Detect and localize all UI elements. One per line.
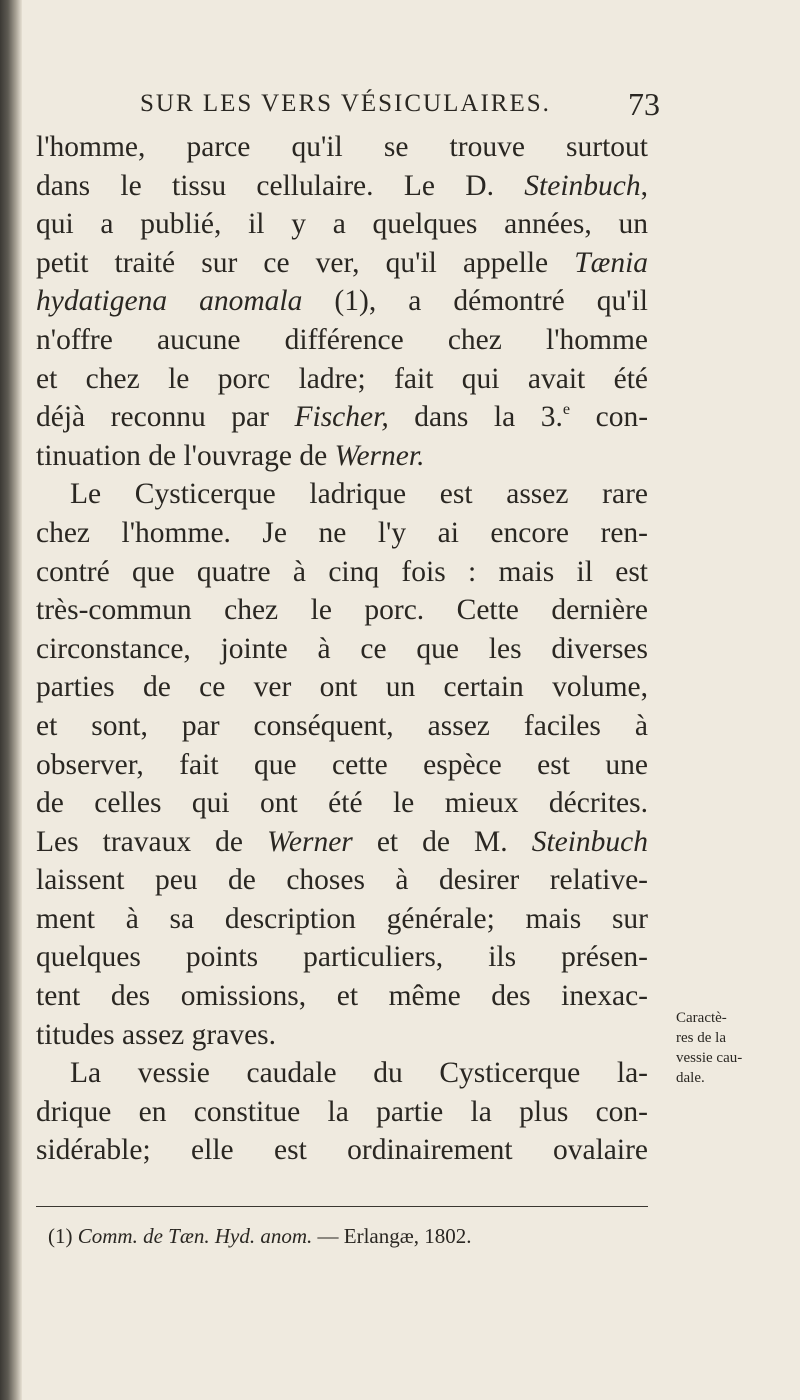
body-text (36, 128, 648, 1170)
running-header (140, 86, 660, 126)
text-line: Les travaux de Werner et de M. Steinbuch (36, 825, 649, 858)
text-line: titudes assez graves. (36, 1018, 277, 1051)
text-line: parties de ce ver ont un certain volume, (36, 671, 648, 704)
text-line: et sont, par conséquent, assez faciles à (36, 709, 648, 742)
text-line: de celles qui ont été le mieux décrites. (36, 787, 648, 820)
text-line: chez l'homme. Je ne l'y ai encore ren- (36, 516, 648, 549)
running-title: SUR LES VERS VÉSICULAIRES. (140, 90, 551, 117)
text-line: observer, fait que cette espèce est une (36, 748, 648, 781)
text-line: très-commun chez le porc. Cette dernière (36, 594, 648, 627)
text-line: déjà reconnu par Fischer, dans la 3.$^e$ con- (36, 400, 649, 434)
text-line: drique en constitue la partie la plus con- (36, 1095, 648, 1128)
text-line: contré que quatre à cinq fois : mais il est (36, 555, 648, 588)
text-line: tinuation de l'ouvrage de Werner. (36, 439, 425, 472)
footnote-citation: Comm. de Tæn. Hyd. anom. (77, 1224, 313, 1248)
text-line: dans le tissu cellulaire. Le D. Steinbuch, (36, 169, 649, 202)
footnote-rule (36, 1206, 648, 1207)
footnote (48, 1222, 648, 1250)
text-line: Le Cysticerque ladrique est assez rare (70, 478, 648, 511)
text-line: La vessie caudale du Cysticerque la- (70, 1057, 648, 1090)
page-number: 73 (628, 86, 660, 122)
text-line: quelques points particuliers, ils présen- (36, 941, 648, 974)
footnote-place-date: — Erlangæ, 1802. (317, 1224, 472, 1248)
text-line: l'homme, parce qu'il se trouve surtout (36, 131, 648, 163)
text-line: qui a publié, il y a quelques années, un (36, 208, 648, 241)
text-line: et chez le porc ladre; fait qui avait été (36, 362, 648, 395)
text-line: ment à sa description générale; mais sur (36, 902, 648, 935)
footnote-number: (1) (48, 1224, 73, 1248)
book-binding-shadow (0, 0, 22, 1400)
text-line: petit traité sur ce ver, qu'il appelle Tænia (36, 246, 649, 279)
text-line: laissent peu de choses à desirer relative- (36, 864, 648, 897)
text-line: hydatigena anomala (1), a démontré qu'il (36, 285, 649, 318)
text-line: sidérable; elle est ordinairement ovalaire (36, 1134, 648, 1167)
margin-note: Caractè- res de la vessie cau- dale. (676, 1010, 743, 1086)
text-line: n'offre aucune différence chez l'homme (36, 323, 648, 356)
text-line: circonstance, jointe à ce que les diverses (36, 632, 648, 665)
text-line: tent des omissions, et même des inexac- (36, 980, 648, 1013)
